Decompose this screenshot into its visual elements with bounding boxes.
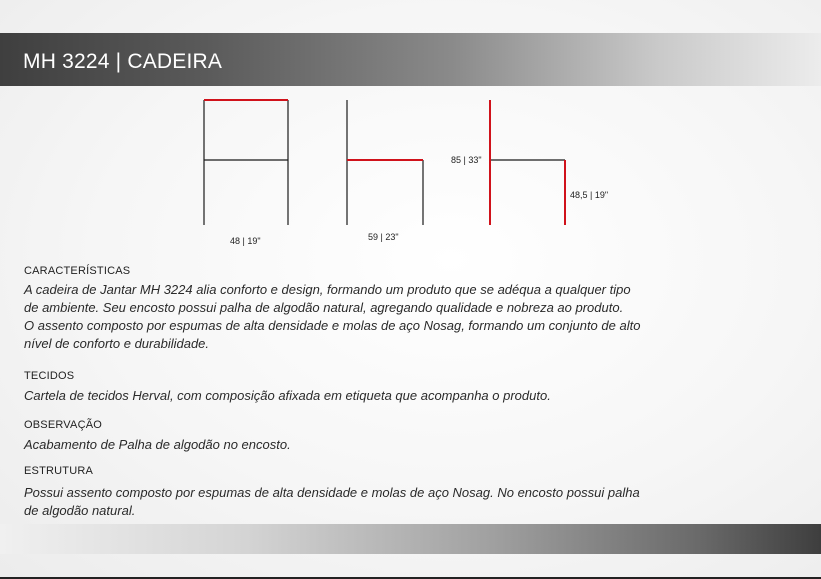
structure-text xyxy=(24,484,704,520)
observation-line: Acabamento de Palha de algodão no encosto. xyxy=(24,437,291,452)
height-view-drawing xyxy=(490,100,565,225)
observation-title: OBSERVAÇÃO xyxy=(24,419,103,431)
observation-text xyxy=(24,436,704,454)
characteristics-text xyxy=(24,281,704,353)
characteristics-line: A cadeira de Jantar MH 3224 alia conforto e design, formando um produto que se adéqua a qualquer tipo xyxy=(24,282,631,297)
characteristics-line: O assento composto por espumas de alta densidade e molas de aço Nosag, formando um conjunto de alto xyxy=(24,318,641,333)
fabrics-text xyxy=(24,387,704,405)
structure-title: ESTRUTURA xyxy=(24,465,94,477)
page-title: MH 3224 | CADEIRA xyxy=(23,50,223,73)
seat-height-label: 48,5 | 19" xyxy=(570,190,609,200)
characteristics-line: nível de conforto e durabilidade. xyxy=(24,336,210,351)
structure-line: de algodão natural. xyxy=(24,503,136,518)
side-view-drawing xyxy=(347,100,423,225)
height-label: 85 | 33" xyxy=(451,155,482,165)
fabrics-title: TECIDOS xyxy=(24,370,75,382)
characteristics-line: de ambiente. Seu encosto possui palha de algodão natural, agregando qualidade e nobreza ao produto. xyxy=(24,300,624,315)
characteristics-title: CARACTERÍSTICAS xyxy=(24,265,131,277)
fabrics-line: Cartela de tecidos Herval, com composição afixada em etiqueta que acompanha o produto. xyxy=(24,388,551,403)
front-view-drawing xyxy=(204,100,288,225)
depth-label: 59 | 23" xyxy=(368,232,399,242)
footer-bar xyxy=(0,524,821,554)
width-label: 48 | 19" xyxy=(230,236,261,246)
structure-line: Possui assento composto por espumas de alta densidade e molas de aço Nosag. No encosto possui palha xyxy=(24,485,640,500)
